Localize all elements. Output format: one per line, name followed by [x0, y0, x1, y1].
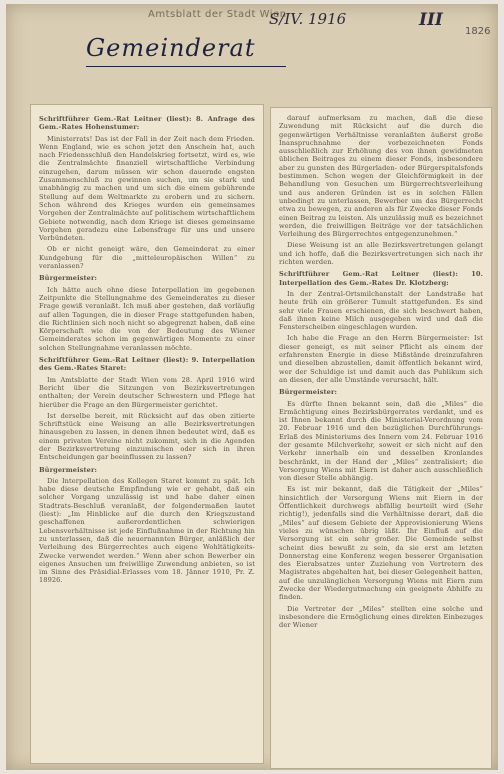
section-heading: 9. Interpellation des Gem.-Rates Staret:: [39, 356, 255, 373]
paragraph-text: Ich habe die Frage an den Herrn Bürgermeister: Ist dieser geneigt, es mit seiner Pflicht als einem der erfahrensten Energie in diese Mißstände dreinzufahren und dieselben abzustellen, damit öffentlich bekannt wird, wer der Schuldige ist und damit auch das Publikum sich an diesen, der alle Umstände verursacht, hält.: [279, 334, 483, 384]
paragraph-text: Ich hätte auch ohne diese Interpellation im gegebenen Zeitpunkte die Stellungnahme des Gemeinderates zu dieser Frage gewiß veranlaßt. Ich muß aber gestehen, daß vorläufig auf allen Tagungen, die in dieser Frage stattgefunden haben, die Richtlinien sich noch nicht so abgegrenzt haben, daß eine Körperschaft wie die von der Bedeutung des Wiener Gemeinderates schon im gegenwärtigen Momente zu einer solchen Stellungnahme veranlassen möchte.: [39, 285, 255, 352]
paragraph-text: darauf aufmerksam zu machen, daß die diese Zuwendung mit Rücksicht auf die durch die gegenwärtigen Verhältnisse veranlaßten äußerst große Inanspruchnahme der vorbezeichneten Fonds ausschließlich zur Erhöhung des von ihnen gewidmeten üblichen Beitrages zu einem dieser Fonds, insbesondere aber zu gunsten des Bürgerladen- oder Bürgerspitalsfonds bestimmen. Schon wegen der Gleichförmigkeit in der Behandlung von Gesuchen um Bürgerrechtsverleihung und aus anderen Gründen ist es in solchen Fällen unbedingt zu unterlassen, Bewerber um das Bürgerrecht etwa zu bewegen, zu anderen als für Zwecke dieser Fonds einen Beitrag zu leisten. Als unzulässig muß es bezeichnet werden, die freiwilligen Beiträge vor der tatsächlichen Verleihung des Bürgerrechtes entgegenzunehmen.“: [279, 114, 483, 239]
title-underline: [86, 66, 286, 67]
speaker-label: Bürgermeister:: [39, 465, 98, 474]
paragraph-text: Ist derselbe bereit, mit Rücksicht auf das oben zitierte Schriftstück eine Weisung an alle Bezirksvertretungen hinausgeben zu lassen, in denen ihnen bedeutet wird, daß es einem privaten Vereine nicht zukommt, sich in die Agenden der Bezirksvertretung einzumischen oder sich in ihren Entscheidungen gar beeinflussen zu lassen?: [39, 411, 255, 462]
right-column: [271, 108, 491, 639]
clipping-right: [270, 107, 492, 769]
handwritten-title: Gemeinderat: [86, 34, 256, 62]
scanned-sheet: [6, 4, 498, 770]
handwritten-number: III: [419, 10, 443, 30]
paragraph-text: Die Vertreter der „Miles“ stellten eine solche und insbesondere die Ermöglichung eines direkten Einbezuges der Wiener: [279, 604, 483, 630]
paragraph-text: Die Interpellation des Kollegen Staret kommt zu spät. Ich habe diese deutsche Empfindung wie er gehabt, daß ein solcher Vorgang unzulässig ist und habe daher einen Stadtrats-Beschluß veranlaßt, der folgendermaßen lautet (liest): „Im Hinblicke auf die durch den Kriegszustand geschaffenen außerordentlichen schwierigen Lebensverhältnisse ist jede Einflußnahme in der Richtung hin zu unterlassen, daß die neuernannten Bürger, anläßlich der Verleihung des Bürgerrechtes auch eigene Wohltätigkeits-Zwecke verwendet werden.“ Wenn aber schon Bewerber ein eigenes Ansuchen um freiwillige Zuwendung anbieten, so ist im Sinne des Präsidial-Erlasses vom 18. Jänner 1910, Pr. Z. 18926.: [39, 476, 255, 585]
paragraph-text: Ob er nicht geneigt wäre, den Gemeinderat zu einer Kundgebung für die „mitteleuropäischen Willen“ zu veranlassen?: [39, 245, 255, 271]
paragraph-text: Es ist mir bekannt, daß die Tätigkeit der „Miles“ hinsichtlich der Versorgung Wiens mit Eiern in der Öffentlichkeit durchwegs abfällig beurteilt wird (Sehr richtig!), jedenfalls sind die Verhältnisse derart, daß die „Miles“ auf diesem Gebiete der Approvisionierung Wiens vieles zu wünschen übrig läßt. Ihr Einfluß auf die Versorgung ist ein sehr großer. Die Gemeinde selbst scheint dies bewußt zu sein, da sie erst am letzten Donnerstag eine Konferenz wegen besserer Organisation des Eierabsatzes unter Zuziehung von Vertretern des Magistrates abgehalten hat, bei dieser Gelegenheit hatten, auf die unzulänglichen Versorgung Wiens mit Eiern zum Zwecke der Wiedergutmachung ein geeignete Abhilfe zu finden.: [279, 485, 483, 602]
speaker-label: Bürgermeister:: [39, 274, 98, 283]
paragraph-heading: [279, 388, 483, 396]
paragraph-text: Es dürfte Ihnen bekannt sein, daß die „Miles“ die Ermächtigung eines Bezirksbürgerrates verdankt, und es ist Ihnen bekannt durch die Ministerial-Verordnung vom 20. Februar 1916 und den bezüglichen Durchführungs-Erlaß des Ministeriums des Innern vom 24. Februar 1916 der gesamte Milchverkehr, soweit er sich nicht auf den Verkehr innerhalb ein und desselben Kronlandes beschränkt, in der Hand der „Miles“ zentralisiert; die Versorgung Wiens mit Eiern ist daher auch ausschließlich von dieser Stelle abhängig.: [279, 399, 483, 483]
speaker-label: Schriftführer Gem.-Rat Leitner (liest):: [39, 115, 192, 123]
paragraph-heading: [39, 466, 255, 474]
masthead-source: Amtsblatt der Stadt Wien: [148, 9, 287, 20]
page-number: 1826: [465, 26, 491, 37]
section-heading: 10. Interpellation des Gem.-Rates Dr. Klotzberg:: [279, 270, 483, 287]
handwritten-date: S/IV. 1916: [269, 10, 347, 28]
masthead: [6, 4, 498, 37]
speaker-label: Schriftführer Gem.-Rat Leitner (liest):: [279, 270, 459, 279]
clipping-left: [30, 104, 264, 764]
paragraph-heading: [279, 270, 483, 287]
paragraph-heading: [39, 115, 255, 132]
paragraph-text: Diese Weisung ist an alle Bezirksvertretungen gelangt und ich hoffe, daß die Bezirksvertretungen sich nach ihr richten werden.: [279, 241, 483, 267]
left-column: [31, 105, 263, 594]
paragraph-heading: [39, 356, 255, 373]
paragraph-heading: [39, 274, 255, 282]
speaker-label: Bürgermeister:: [279, 388, 338, 397]
speaker-label: Schriftführer Gem.-Rat Leitner (liest):: [39, 356, 189, 365]
paragraph-text: In der Zentral-Ortsmilchanstalt der Landstraße hat heute früh ein größerer Tumult stattgefunden. Es sind sehr viele Frauen erschienen, die sich beschwert haben, daß ihnen keine Milch ausgegeben wird und daß die Fensterscheiben eingeschlagen wurden.: [279, 289, 483, 332]
paragraph-text: Im Amtsblatte der Stadt Wien vom 28. April 1916 wird Bericht über die Sitzungen von Bezirksvertretungen enthalten; der Verein deutscher Schwestern und Pflege hat hierüber die Frage an den Bürgermeister gerichtet.: [39, 375, 255, 409]
paragraph-text: Ministerrats! Das ist der Fall in der Zeit nach dem Frieden. Wenn England, wie es schon jetzt den Anschein hat, auch nach Friedensschluß den Handelskrieg fortsetzt, wird es, wie die Zentralmächte finanziell wirtschaftliche Verbindung einzugehen, darum müssen wir schon dauernde engsten Zusammenschluß zu gewinnen suchen, um sie stark und unabhängig zu machen und um sich die einem gebührende Stellung auf dem Weltmarkte zu erobern und zu sichern. Schon während des Krieges wurden ein gemeinsames Vorgehen der Zentralmächte auf politischem wirtschaftlichem Gebiete notwendig, nach dem Kriege ist dieses gemeinsame Vorgehen geradezu eine Lebensfrage für uns und unsere Verbündeten.: [39, 134, 255, 243]
section-heading: 8. Anfrage des Gem.-Rates Hohenstumer:: [39, 115, 255, 132]
